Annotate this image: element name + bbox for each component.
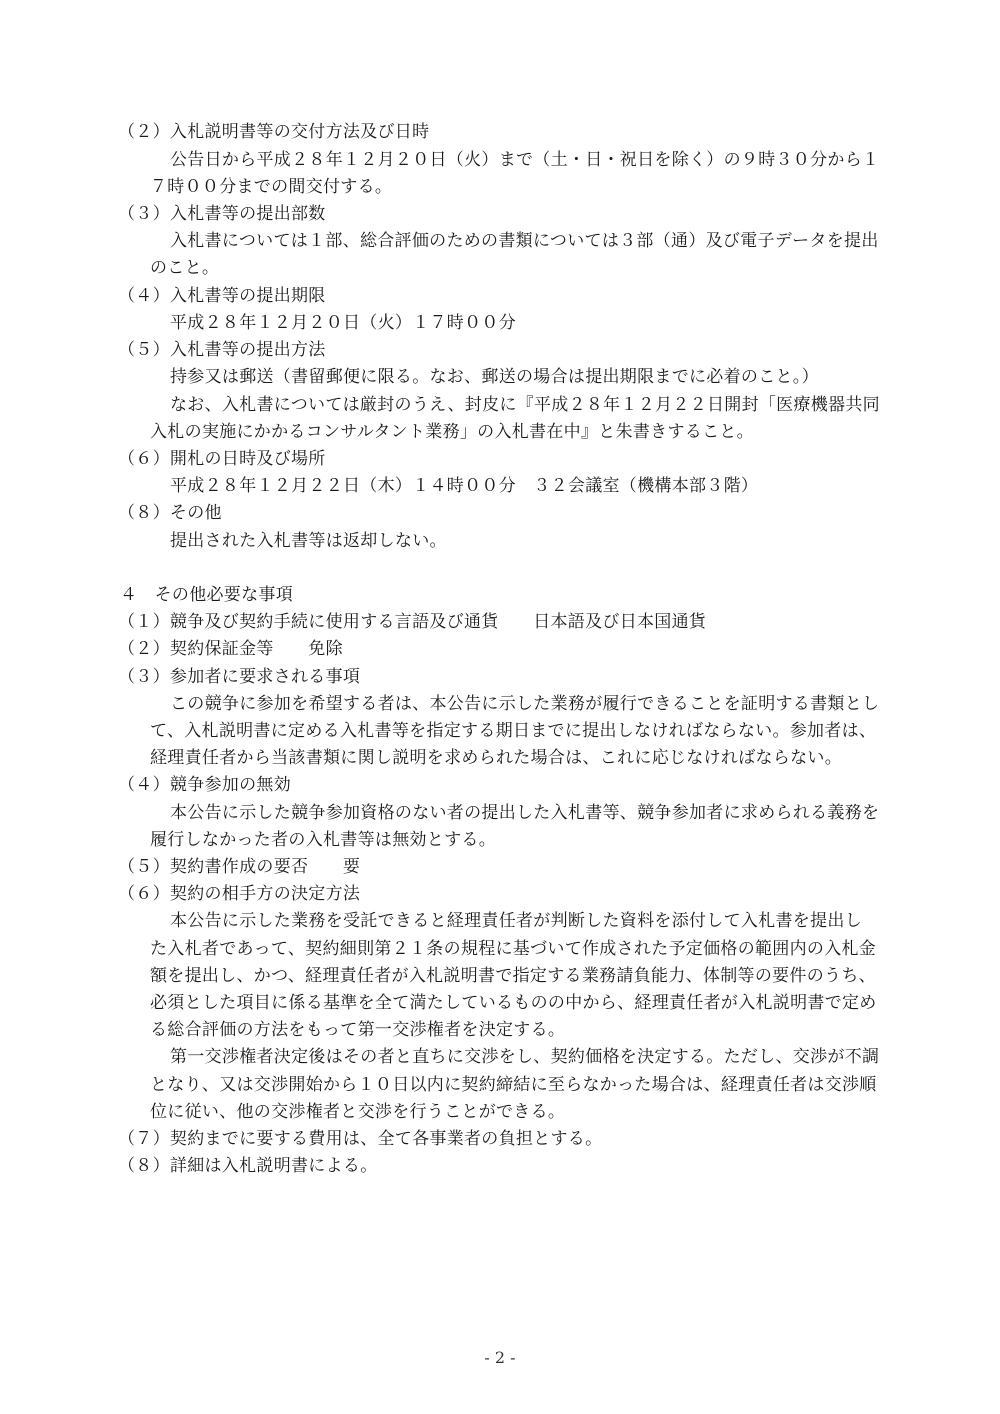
paragraph-line: となり、又は交渉開始から１０日以内に契約締結に至らなかった場合は、経理責任者は交渉順 <box>150 1075 877 1095</box>
item-heading: （８）詳細は入札説明書による。 <box>118 1156 378 1176</box>
paragraph-line: 本公告に示した業務を受託できると経理責任者が判断した資料を添付して入札書を提出し <box>170 911 862 931</box>
item-heading: （５）入札書等の提出方法 <box>118 340 326 360</box>
paragraph-line: この競争に参加を希望する者は、本公告に示した業務が履行できることを証明する書類とし <box>170 694 880 714</box>
paragraph-line: 公告日から平成２８年１２月２０日（火）まで（土・日・祝日を除く）の９時３０分から１ <box>170 150 880 170</box>
item-heading: （３）入札書等の提出部数 <box>118 204 326 224</box>
item-heading: （３）参加者に要求される事項 <box>118 667 361 687</box>
item-heading: （２）入札説明書等の交付方法及び日時 <box>118 122 430 142</box>
item-heading: （４）競争参加の無効 <box>118 775 291 795</box>
item-heading: （１）競争及び契約手続に使用する言語及び通貨 日本語及び日本国通貨 <box>118 612 707 632</box>
paragraph-line: 本公告に示した競争参加資格のない者の提出した入札書等、競争参加者に求められる義務を <box>170 803 880 823</box>
item-heading: （７）契約までに要する費用は、全て各事業者の負担とする。 <box>118 1129 603 1149</box>
paragraph-line: 持参又は郵送（書留郵便に限る。なお、郵送の場合は提出期限までに必着のこと。） <box>170 367 819 387</box>
page-number: - 2 - <box>484 1348 516 1367</box>
paragraph-line: のこと。 <box>150 258 220 278</box>
paragraph-line: 位に従い、他の交渉権者と交渉を行うことができる。 <box>150 1102 566 1122</box>
section-heading: ４ その他必要な事項 <box>120 585 293 605</box>
item-heading: （８）その他 <box>118 503 222 523</box>
paragraph-line: なお、入札書については厳封のうえ、封皮に『平成２８年１２月２２日開封「医療機器共同 <box>170 395 880 415</box>
paragraph-line: ７時００分までの間交付する。 <box>150 177 393 197</box>
item-heading: （６）契約の相手方の決定方法 <box>118 884 361 904</box>
paragraph-line: る総合評価の方法をもって第一交渉権者を決定する。 <box>150 1020 566 1040</box>
paragraph-line: 経理責任者から当該書類に関し説明を求められた場合は、これに応じなければならない。 <box>150 748 842 768</box>
item-heading: （６）開札の日時及び場所 <box>118 449 326 469</box>
paragraph-line: 入札の実施にかかるコンサルタント業務」の入札書在中』と朱書きすること。 <box>150 422 754 442</box>
paragraph-line: た入札者であって、契約細則第２１条の規程に基づいて作成された予定価格の範囲内の入札金 <box>150 939 877 959</box>
item-heading: （５）契約書作成の要否 要 <box>118 857 361 877</box>
paragraph-line: 第一交渉権者決定後はその者と直ちに交渉をし、契約価格を決定する。ただし、交渉が不調 <box>170 1047 880 1067</box>
paragraph-line: て、入札説明書に定める入札書等を指定する期日までに提出しなければならない。参加者は、 <box>150 721 877 741</box>
item-heading: （２）契約保証金等 免除 <box>118 639 343 659</box>
paragraph-line: 平成２８年１２月２０日（火）１７時００分 <box>170 313 516 333</box>
paragraph-line: 入札書については１部、総合評価のための書類については３部（通）及び電子データを提出 <box>170 231 879 251</box>
paragraph-line: 必須とした項目に係る基準を全て満たしているものの中から、経理責任者が入札説明書で定め <box>150 993 877 1013</box>
paragraph-line: 額を提出し、かつ、経理責任者が入札説明書で指定する業務請負能力、体制等の要件のうち、 <box>150 966 876 986</box>
paragraph-line: 平成２８年１２月２２日（木）１４時００分 ３２会議室（機構本部３階） <box>170 476 759 496</box>
item-heading: （４）入札書等の提出期限 <box>118 286 326 306</box>
paragraph-line: 履行しなかった者の入札書等は無効とする。 <box>150 830 496 850</box>
paragraph-line: 提出された入札書等は返却しない。 <box>170 531 447 551</box>
